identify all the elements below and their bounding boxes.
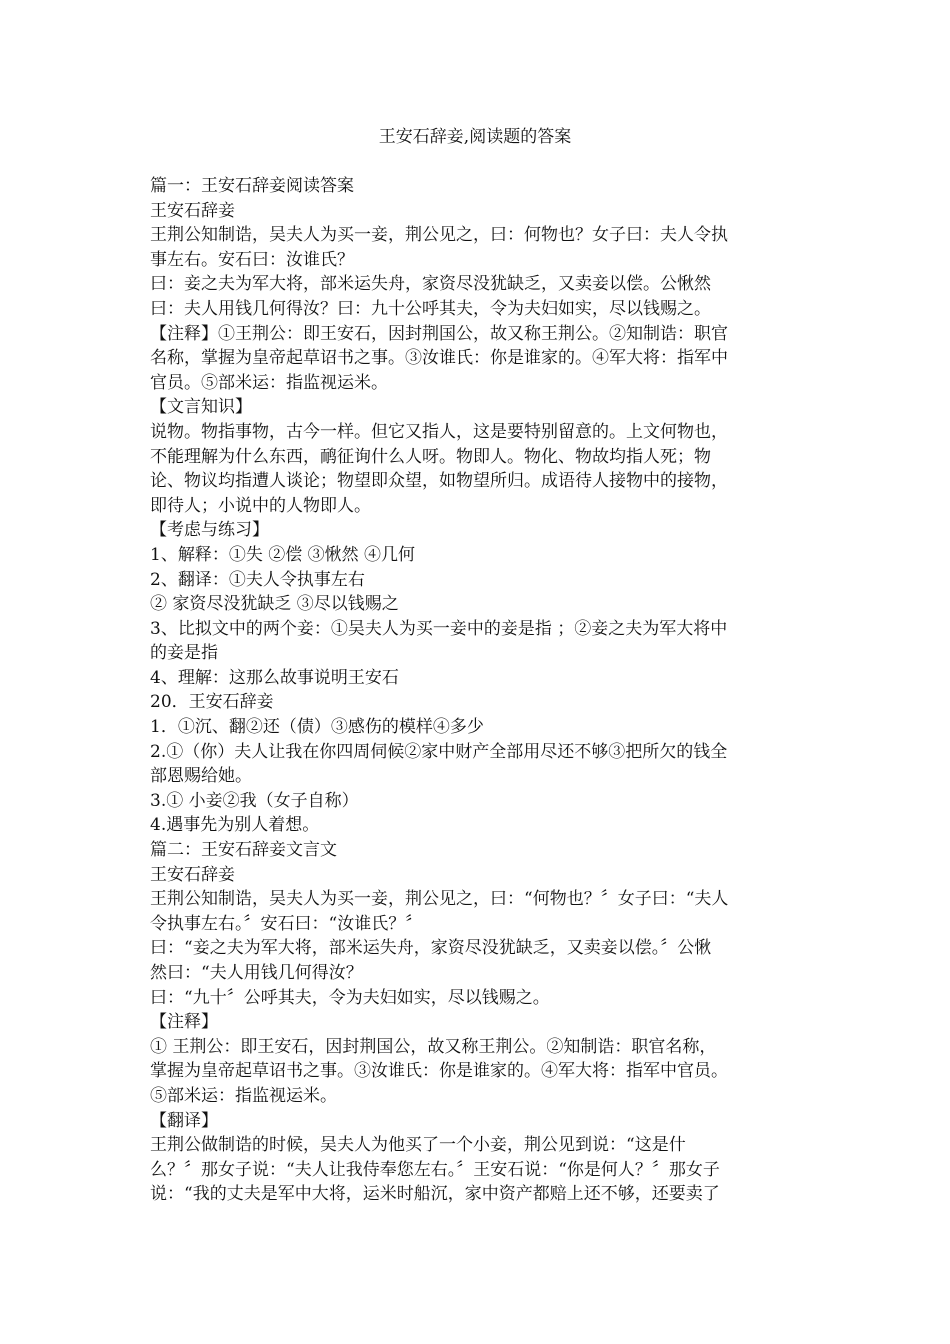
text-line: 即待人；小说中的人物即人。 xyxy=(150,495,371,516)
text-line: 么？〞那女子说：“夫人让我侍奉您左右。〞王安石说：“你是何人？〞那女子 xyxy=(150,1159,720,1180)
text-line: 1．①沉、翻②还（债）③感伤的模样④多少 xyxy=(150,717,484,738)
text-line: 名称，掌握为皇帝起草诏书之事。③汝谁氏：你是谁家的。④军大将：指军中 xyxy=(150,348,728,369)
text-line: ① 王荆公：即王安石，因封荆国公，故又称王荆公。②知制诰：职官名称， xyxy=(150,1036,717,1057)
text-line: 曰：“九十〞公呼其夫，令为夫妇如实，尽以钱赐之。 xyxy=(150,987,550,1008)
document-title: 王安石辞妾,阅读题的答案 xyxy=(378,127,572,147)
text-line: 官员。⑤部米运：指监视运米。 xyxy=(150,372,388,393)
text-line: 篇一：王安石辞妾阅读答案 xyxy=(150,176,354,196)
text-line: 【文言知识】 xyxy=(150,397,252,418)
text-line: 王安石辞妾 xyxy=(150,200,235,221)
text-line: 王荆公做制诰的时候，吴夫人为他买了一个小妾，荆公见到说：“这是什 xyxy=(150,1135,686,1156)
text-line: 部恩赐给她。 xyxy=(150,766,252,787)
text-line: 事左右。安石曰：汝谁氏？ xyxy=(150,249,354,270)
text-line: 4.遇事先为别人着想。 xyxy=(150,815,320,836)
text-line: 2、翻译：①夫人令执事左右 xyxy=(150,569,365,590)
text-line: 令执事左右。〞安石曰：“汝谁氏？〞 xyxy=(150,913,423,934)
text-line: 曰：妾之夫为军大将，部米运失舟，家资尽没犹缺乏，又卖妾以偿。公愀然 xyxy=(150,274,711,295)
text-line: 的妾是指 xyxy=(150,643,218,664)
text-line: 3、比拟文中的两个妾：①吴夫人为买一妾中的妾是指 ；②妾之夫为军大将中 xyxy=(150,618,728,639)
text-line: ② 家资尽没犹缺乏 ③尽以钱赐之 xyxy=(150,594,399,615)
text-line: 王安石辞妾 xyxy=(150,864,235,885)
text-line: 【考虑与练习】 xyxy=(150,520,269,541)
text-line: 王荆公知制诰，吴夫人为买一妾，荆公见之，曰：“何物也？〞女子曰：“夫人 xyxy=(150,889,729,910)
text-line: 2.①（你）夫人让我在你四周伺候②家中财产全部用尽还不够③把所欠的钱全 xyxy=(150,741,728,762)
text-line: 4、理解：这那么故事说明王安石 xyxy=(150,667,399,688)
text-line: 1、解释：①失 ②偿 ③愀然 ④几何 xyxy=(150,544,416,565)
text-line: ⑤部米运：指监视运米。 xyxy=(150,1085,337,1106)
text-line: 说物。物指事物，古今一样。但它又指人，这是要特别留意的。上文何物也， xyxy=(150,421,728,442)
text-line: 曰：夫人用钱几何得汝？曰：九十公呼其夫，令为夫妇如实，尽以钱赐之。 xyxy=(150,298,711,319)
text-line: 3.① 小妾②我（女子自称） xyxy=(150,790,359,811)
document-body xyxy=(150,174,802,1207)
text-line: 不能理解为什么东西，鸸征询什么人呀。物即人。物化、物故均指人死；物 xyxy=(150,446,711,467)
text-line: 说：“我的丈夫是军中大将，运米时船沉，家中资产都赔上还不够，还要卖了 xyxy=(150,1184,720,1205)
text-line: 王荆公知制诰，吴夫人为买一妾，荆公见之，曰：何物也？女子曰：夫人令执 xyxy=(150,225,728,246)
text-line: 论、物议均指遭人谈论；物望即众望，如物望所归。成语待人接物中的接物， xyxy=(150,471,728,492)
text-line: 曰：“妾之夫为军大将，部米运失舟，家资尽没犹缺乏，又卖妾以偿。〞公愀 xyxy=(150,938,712,959)
text-line: 【注释】 xyxy=(150,1012,218,1033)
text-line: 【注释】①王荆公：即王安石，因封荆国公，故又称王荆公。②知制诰：职官 xyxy=(150,323,728,344)
text-line: 20．王安石辞妾 xyxy=(150,692,274,713)
text-line: 篇二：王安石辞妾文言文 xyxy=(150,840,337,861)
text-line: 然曰：“夫人用钱几何得汝？ xyxy=(150,963,363,983)
text-line: 掌握为皇帝起草诏书之事。③汝谁氏：你是谁家的。④军大将：指军中官员。 xyxy=(150,1061,728,1082)
text-line: 【翻译】 xyxy=(150,1110,218,1131)
